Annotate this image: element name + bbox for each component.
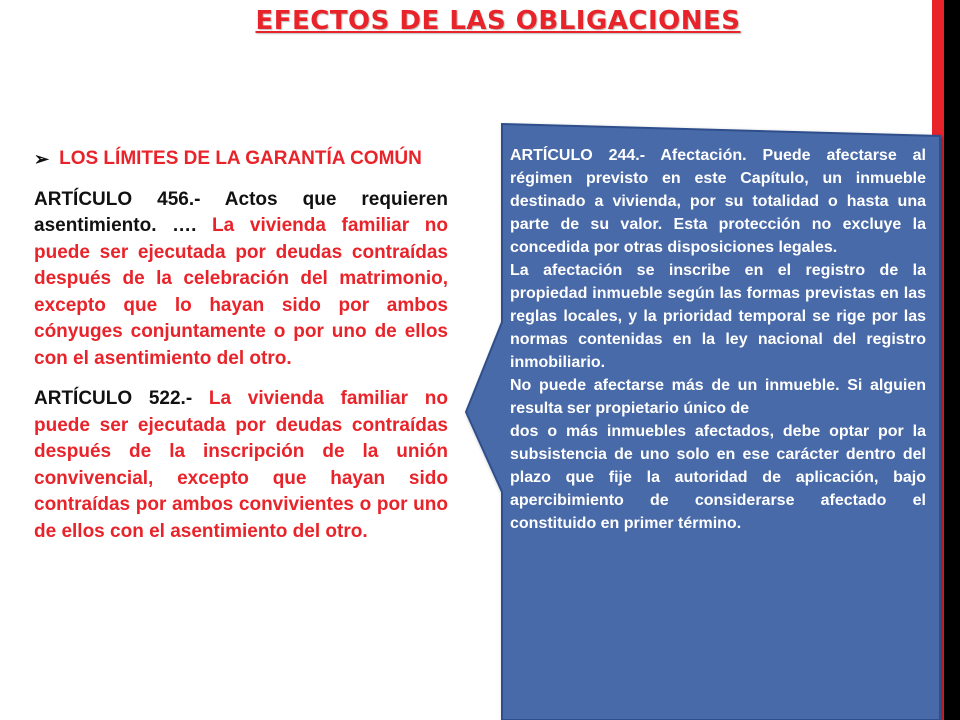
- slide-title: EFECTOS DE LAS OBLIGACIONES: [255, 6, 741, 36]
- callout-paragraph-4: dos o más inmuebles afectados, debe optar por la subsistencia de uno solo en ese carácter dentro del plazo que fije la autoridad de aplicación, bajo apercibimiento de considerarse afectado el constituido en primer término.: [510, 423, 926, 532]
- callout-text: [510, 144, 926, 535]
- article-522: [34, 386, 448, 545]
- callout-paragraph-3: No puede afectarse más de un inmueble. Si alguien resulta ser propietario único de: [510, 377, 926, 417]
- left-column: [34, 146, 448, 559]
- right-edge-bar: [944, 0, 960, 720]
- bullet-heading-text: LOS LÍMITES DE LA GARANTÍA COMÚN: [59, 148, 422, 169]
- arrow-bullet-icon: ➢: [34, 149, 50, 169]
- article-456: [34, 187, 448, 373]
- article-456-heading: ARTÍCULO 456.- Actos que requieren asentimiento. ….: [34, 188, 448, 236]
- article-456-body: La vivienda familiar no puede ser ejecutada por deudas contraídas después de la celebración del matrimonio, excepto que lo hayan sido por ambos cónyuges conjuntamente o por uno de ellos con el asentimiento del otro.: [34, 215, 449, 369]
- callout-paragraph-1: ARTÍCULO 244.- Afectación. Puede afectarse al régimen previsto en este Capítulo, un inmueble destinado a vivienda, por su totalidad o hasta una parte de su valor. Esta protección no excluye la concedida por otras disposiciones legales.: [510, 147, 926, 256]
- article-244-callout: [462, 122, 944, 720]
- callout-paragraph-2: La afectación se inscribe en el registro de la propiedad inmueble según las formas previstas en las reglas locales, y la prioridad temporal se rige por las normas contenidas en la ley nacional del registro inmobiliario.: [510, 262, 926, 371]
- article-522-heading: ARTÍCULO 522.-: [34, 388, 193, 409]
- article-522-body: La vivienda familiar no puede ser ejecutada por deudas contraídas después de la inscripción de la unión convivencial, excepto que hayan sido contraídas por ambos convivientes o por uno de ellos con el asentimiento del otro.: [34, 388, 448, 542]
- bullet-heading: [34, 146, 448, 173]
